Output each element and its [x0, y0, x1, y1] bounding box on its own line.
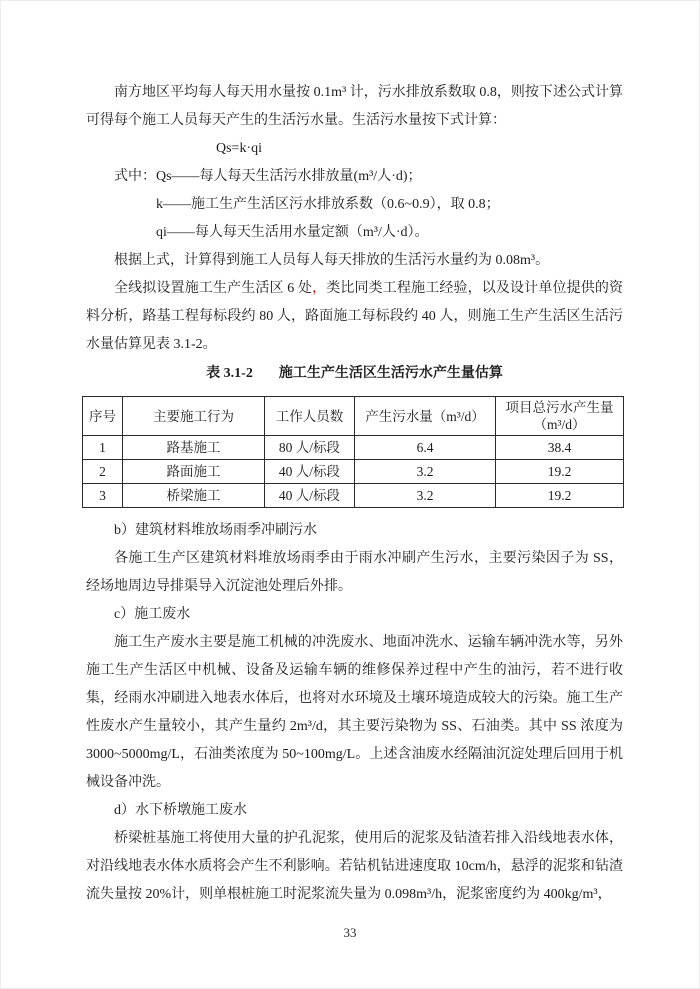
- cell-sewage: 6.4: [355, 436, 496, 460]
- paragraph-section-d: 桥梁桩基施工将使用大量的护孔泥浆，使用后的泥浆及钻渣若排入沿线地表水体，对沿线地表水体水质将会产生不利影响。若钻机钻进速度取 10cm/h，悬浮的泥浆和钻渣流失量按 20%计，则单根桩施工时泥浆流失量为 0.098m³/h，泥浆密度约为 400kg/m³，: [86, 831, 623, 902]
- paragraph-camp-setup: [86, 275, 623, 359]
- cell-total: 38.4: [496, 436, 624, 460]
- cell-sewage: 3.2: [355, 460, 496, 484]
- header-sewage: 产生污水量（m³/d）: [355, 397, 496, 436]
- paragraph-camp-setup-rest: 类比同类工程施工经验，以及设计单位提供的资料分析，路基工程每标段约 80 人，路面施工每标段约 40 人，则施工生产生活区生活污水量估算见表 3.1-2。: [86, 281, 624, 352]
- header-workers: 工作人员数: [265, 397, 355, 436]
- revision-red-comma: ，: [312, 281, 327, 296]
- table-row: [83, 436, 624, 460]
- paragraph-camp-setup-text: 全线拟设置施工生产生活区 6 处: [114, 281, 313, 296]
- formula-legend-qi: qi——每人每天生活用水量定额（m³/人·d）。: [156, 225, 429, 240]
- table-row: [83, 484, 624, 508]
- formula-legend-qs: 式中：Qs——每人每天生活污水排放量(m³/人·d)；: [114, 169, 422, 184]
- header-activity: 主要施工行为: [123, 397, 265, 436]
- heading-section-d: d）水下桥墩施工废水: [114, 803, 247, 818]
- table-caption-label: 表 3.1-2: [206, 366, 253, 381]
- paragraph-water-usage: 南方地区平均每人每天用水量按 0.1m³ 计，污水排放系数取 0.8，则按下述公式计算可得每个施工人员每天产生的生活污水量。生活污水量按下式计算：: [86, 85, 623, 128]
- document-body: [86, 79, 623, 909]
- page-number: 33: [343, 925, 357, 940]
- cell-total: 19.2: [496, 484, 624, 508]
- table-caption-title: 施工生产生活区生活污水产生量估算: [278, 366, 503, 381]
- paragraph-section-c: 施工生产废水主要是施工机械的冲洗废水、地面冲洗水、运输车辆冲洗水等，另外施工生产生活区中机械、设备及运输车辆的维修保养过程中产生的油污，若不进行收集，经雨水冲刷进入地表水体后，也将对水环境及土壤环境造成较大的污染。施工生产性废水产生量较小，其产生量约 2m³/d，其主要污染物为 SS、石油类。其中 SS 浓度为 3000~5000mg/L，石油类浓度为 50~100mg/L。上述含油废水经隔油沉淀处理后回用于机械设备冲洗。: [86, 635, 623, 790]
- formula-qs: Qs=k·qi: [216, 141, 263, 156]
- header-total: 项目总污水产生量（m³/d）: [496, 397, 624, 436]
- table-row: [83, 460, 624, 484]
- formula-legend-k: k——施工生产生活区污水排放系数（0.6~0.9），取 0.8；: [156, 197, 500, 212]
- heading-section-c: c）施工废水: [114, 607, 191, 622]
- cell-activity: 路基施工: [123, 436, 265, 460]
- cell-workers: 80 人/标段: [265, 436, 355, 460]
- cell-seq: 1: [83, 436, 123, 460]
- paragraph-result: 根据上式，计算得到施工人员每人每天排放的生活污水量约为 0.08m³。: [114, 253, 550, 268]
- cell-workers: 40 人/标段: [265, 484, 355, 508]
- sewage-estimate-table: [82, 396, 624, 508]
- paragraph-section-b: 各施工生产区建筑材料堆放场雨季由于雨水冲刷产生污水，主要污染因子为 SS，经场地周边导排渠导入沉淀池处理后外排。: [86, 551, 623, 594]
- cell-activity: 路面施工: [123, 460, 265, 484]
- cell-activity: 桥梁施工: [123, 484, 265, 508]
- cell-sewage: 3.2: [355, 484, 496, 508]
- heading-section-b: b）建筑材料堆放场雨季冲刷污水: [114, 523, 317, 538]
- cell-seq: 2: [83, 460, 123, 484]
- cell-workers: 40 人/标段: [265, 460, 355, 484]
- header-seq: 序号: [83, 397, 123, 436]
- table-header-row: [83, 397, 624, 436]
- table-caption: [86, 360, 623, 388]
- cell-seq: 3: [83, 484, 123, 508]
- cell-total: 19.2: [496, 460, 624, 484]
